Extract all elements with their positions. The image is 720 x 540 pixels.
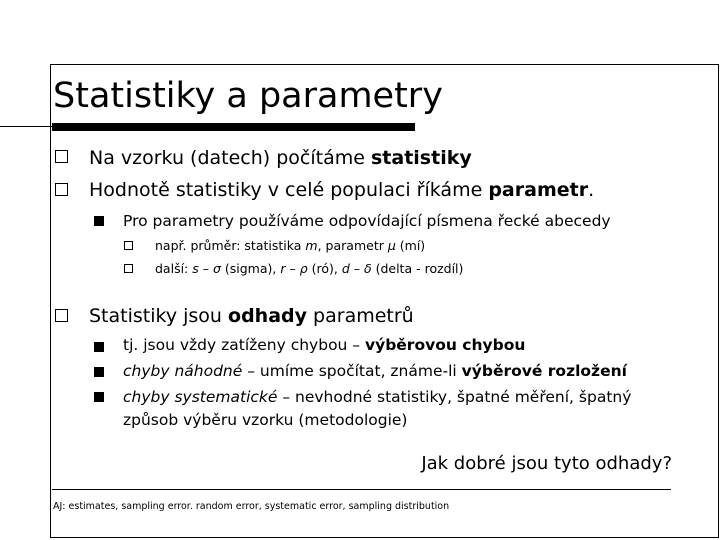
bullet-line: Hodnotě statistiky v celé populaci říkáme parametr. bbox=[89, 179, 595, 201]
footnote: AJ: estimates, sampling error. random error, systematic error, sampling distribution bbox=[53, 501, 450, 512]
sub-bullet-line-continuation: způsob výběru vzorku (metodologie) bbox=[123, 411, 408, 429]
bullet-line: Statistiky jsou odhady parametrů bbox=[89, 305, 414, 327]
hollow-square-bullet-icon bbox=[55, 183, 68, 196]
filled-square-bullet-icon bbox=[94, 342, 104, 352]
slide-title: Statistiky a parametry bbox=[53, 76, 443, 116]
filled-square-bullet-icon bbox=[94, 367, 104, 377]
sub-bullet-line: Pro parametry používáme odpovídající písmena řecké abecedy bbox=[123, 212, 611, 230]
sub-bullet-line: chyby systematické – nevhodné statistiky, špatné měření, špatný bbox=[123, 388, 632, 406]
sub-sub-bullet-line: další: s – σ (sigma), r – ρ (ró), d – δ (delta - rozdíl) bbox=[155, 261, 464, 276]
sub-bullet-line: chyby náhodné – umíme spočítat, známe-li výběrové rozložení bbox=[123, 362, 627, 380]
question-text: Jak dobré jsou tyto odhady? bbox=[421, 453, 672, 474]
title-underline-bar bbox=[52, 123, 415, 131]
sub-sub-bullet-line: např. průměr: statistika m, parametr μ (mí) bbox=[155, 238, 426, 253]
hollow-square-bullet-icon bbox=[55, 150, 68, 163]
bullet-line: Na vzorku (datech) počítáme statistiky bbox=[89, 147, 472, 169]
hollow-square-bullet-icon bbox=[124, 241, 133, 250]
footer-rule bbox=[52, 489, 671, 490]
filled-square-bullet-icon bbox=[94, 216, 104, 226]
filled-square-bullet-icon bbox=[94, 392, 104, 402]
hollow-square-bullet-icon bbox=[55, 309, 68, 322]
hollow-square-bullet-icon bbox=[124, 264, 133, 273]
sub-bullet-line: tj. jsou vždy zatíženy chybou – výběrovou chybou bbox=[123, 336, 526, 354]
